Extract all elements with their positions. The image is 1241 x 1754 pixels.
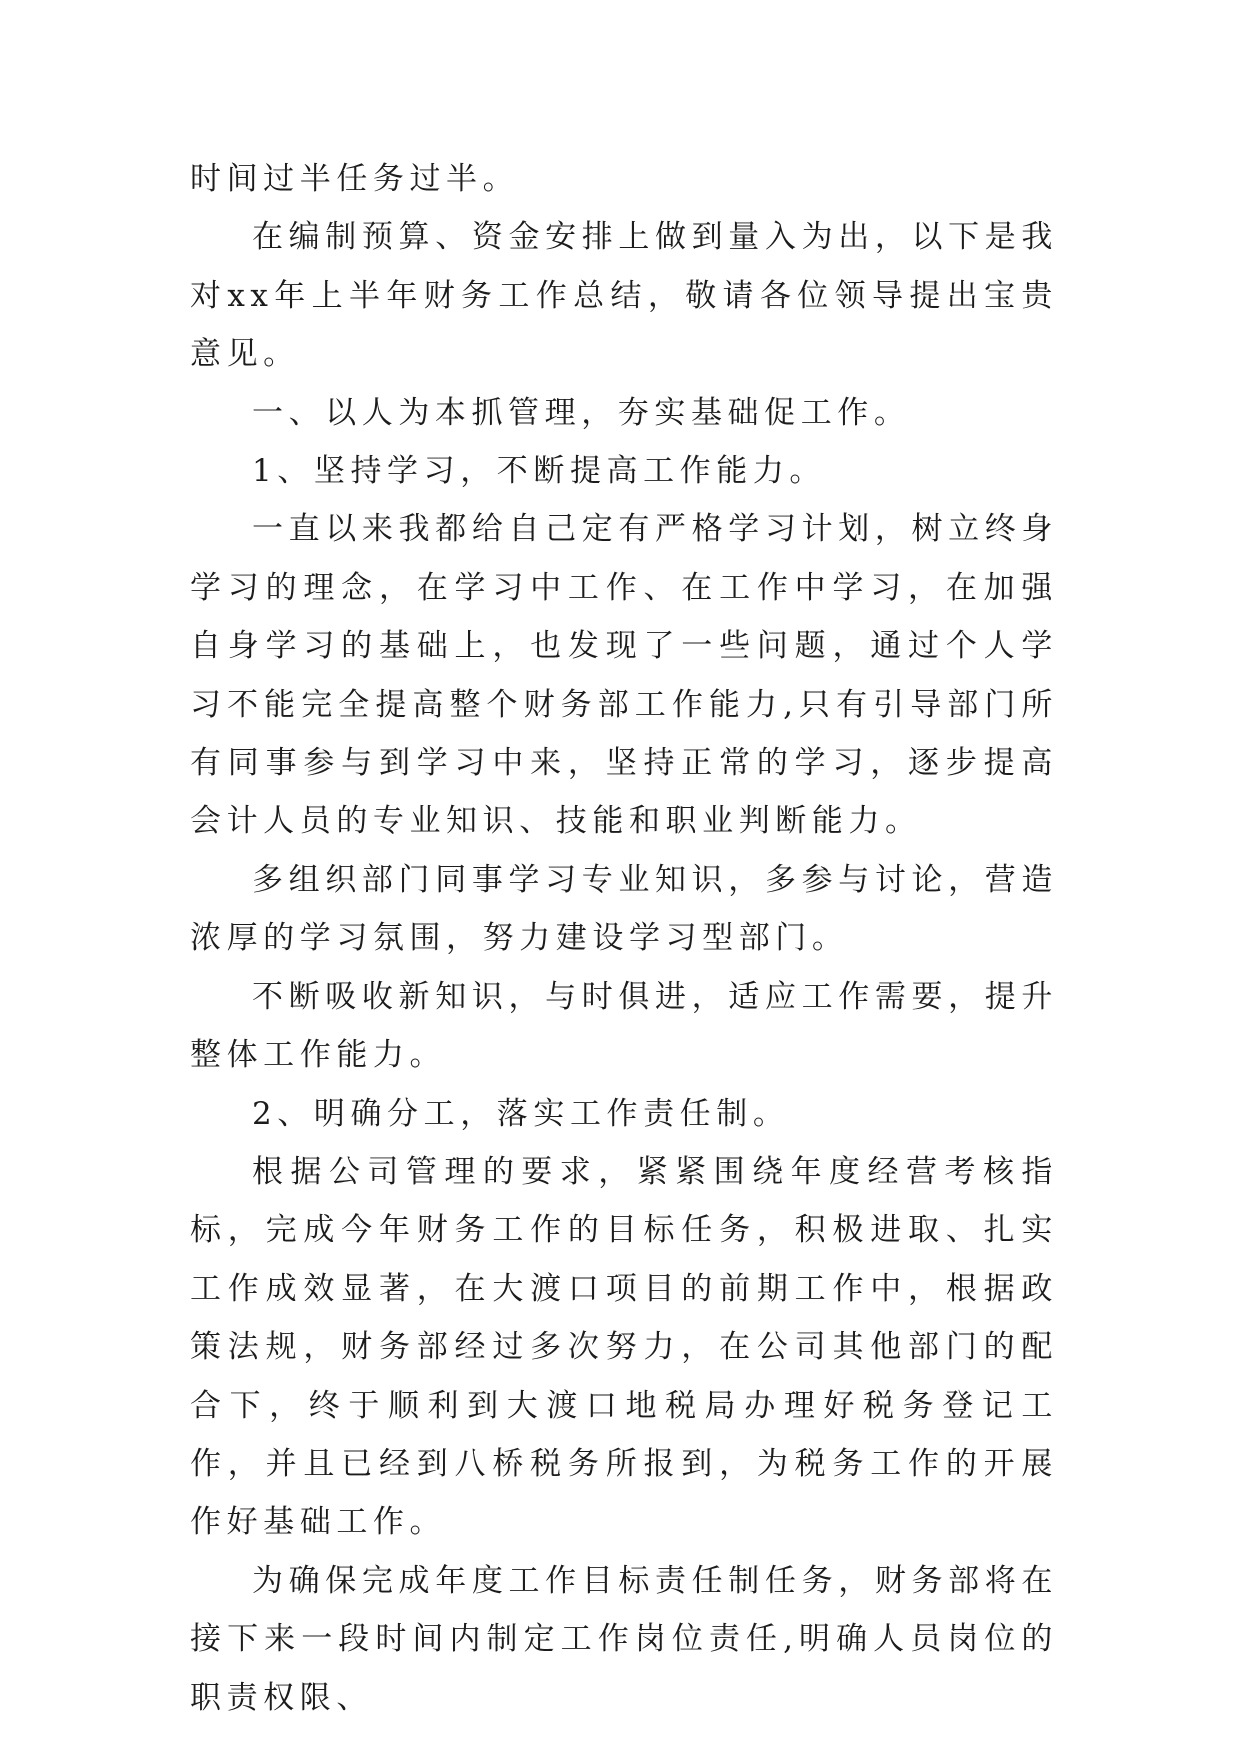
paragraph-2: 在编制预算、资金安排上做到量入为出，以下是我对xx年上半年财务工作总结，敬请各位领导提出宝贵意见。 — [190, 219, 1058, 373]
paragraph-5: 不断吸收新知识，与时俱进，适应工作需要，提升整体工作能力。 — [190, 978, 1058, 1074]
paragraph-7: 为确保完成年度工作目标责任制任务，财务部将在接下来一段时间内制定工作岗位责任,明确人员岗位的职责权限、 — [190, 1562, 1058, 1716]
paragraph-3: 一直以来我都给自己定有严格学习计划，树立终身学习的理念，在学习中工作、在工作中学习，在加强自身学习的基础上，也发现了一些问题，通过个人学习不能完全提高整个财务部工作能力,只有引导部门所有同事参与到学习中来，坚持正常的学习，逐步提高会计人员的专业知识、技能和职业判断能力。 — [190, 511, 1058, 840]
paragraph-1: 时间过半任务过半。 — [190, 161, 520, 197]
paragraph-6: 根据公司管理的要求，紧紧围绕年度经营考核指标，完成今年财务工作的目标任务，积极进取、扎实工作成效显著，在大渡口项目的前期工作中，根据政策法规，财务部经过多次努力，在公司其他部门的配合下，终于顺利到大渡口地税局办理好税务登记工作，并且已经到八桥税务所报到，为税务工作的开展作好基础工作。 — [190, 1153, 1058, 1541]
subheading-2: 2、明确分工，落实工作责任制。 — [252, 1095, 790, 1132]
paragraph-4: 多组织部门同事学习专业知识，多参与讨论，营造浓厚的学习氛围，努力建设学习型部门。 — [190, 861, 1058, 957]
subheading-1: 1、坚持学习，不断提高工作能力。 — [252, 453, 827, 490]
section-heading-1: 一、以人为本抓管理，夯实基础促工作。 — [252, 394, 911, 431]
document-page — [190, 150, 1058, 1727]
